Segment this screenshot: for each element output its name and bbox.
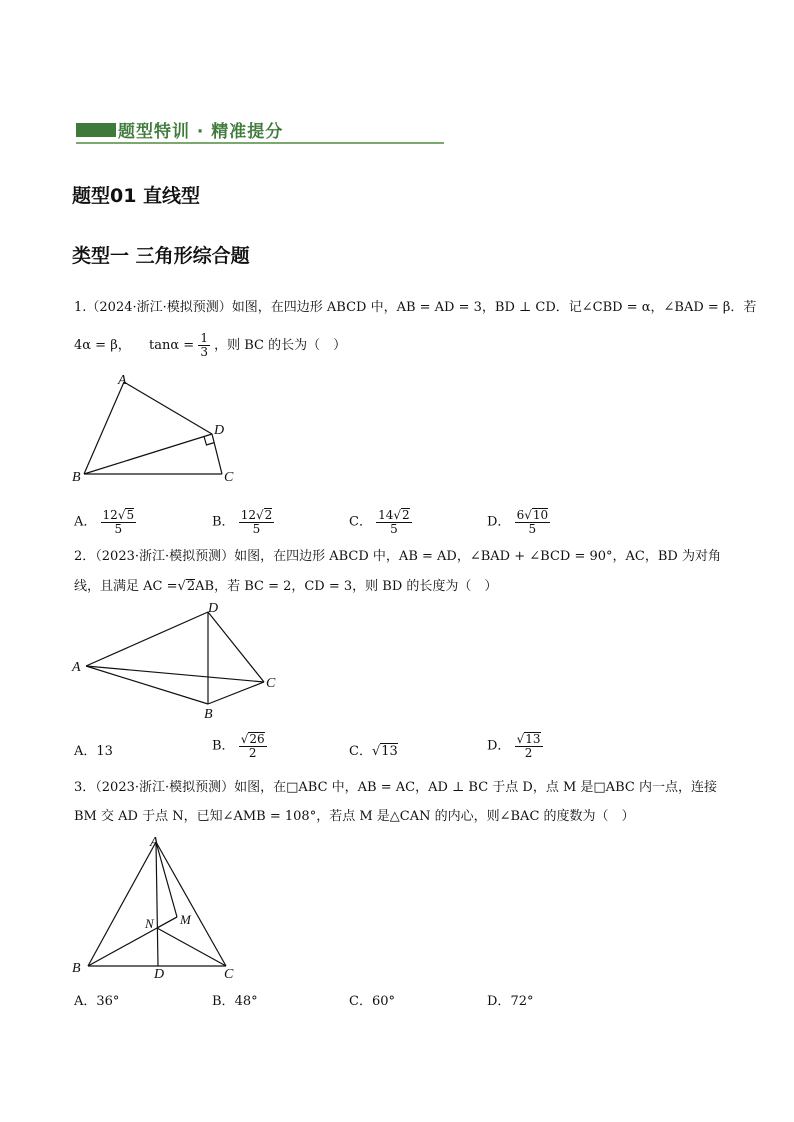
q1-edge-bd [84, 434, 212, 474]
q3-option-a[interactable]: A．36° [74, 994, 120, 1009]
q2-figure [64, 600, 294, 724]
q3-option-b[interactable]: B．48° [212, 994, 258, 1009]
q1-label-a: A [118, 373, 127, 388]
q2-option-c[interactable]: C．√13 [349, 744, 398, 759]
q3-label-a: A [150, 835, 159, 850]
q2-option-a[interactable]: A．13 [74, 744, 113, 759]
q1-stem-line1: 1.（2024·浙江·模拟预测）如图，在四边形 ABCD 中，AB = AD = 3，BD ⊥ CD．记∠CBD = α，∠BAD = β．若 [74, 300, 757, 315]
q2-label-c: C [266, 676, 276, 691]
q3-edge-am [156, 842, 177, 917]
q1-figure [64, 368, 254, 488]
q2-edge-bc [208, 682, 264, 704]
q1-option-a[interactable]: A． $\frac{12√5}{5}$ [74, 508, 135, 537]
q1-edge-ab [84, 382, 124, 474]
heading-category: 类型一 三角形综合题 [72, 245, 250, 267]
q1-option-c[interactable]: C． $\frac{14√2}{5}$ [349, 508, 410, 537]
q3-edge-nm [157, 917, 177, 928]
q3-label-n: N [145, 916, 154, 931]
q1-label-c: C [224, 470, 234, 485]
q2-edge-ad [86, 612, 208, 666]
q3-edge-ad [156, 842, 158, 966]
q3-stem-line2: BM 交 AD 于点 N，已知∠AMB = 108°，若点 M 是△CAN 的内心，则∠BAC 的度数为（ ） [74, 809, 635, 824]
q3-label-c: C [224, 967, 234, 982]
q1-edge-dc [212, 434, 222, 474]
q2-edge-dc [208, 612, 264, 682]
q3-label-b: B [72, 961, 81, 976]
q1-stem-line2 [74, 332, 346, 359]
banner-underline [76, 142, 444, 144]
q1-tan-label: tanα = [149, 338, 195, 354]
q1-label-b: B [72, 470, 81, 485]
q3-figure [64, 832, 254, 982]
q1-tan-fraction: $\frac{1}{3}$ [200, 331, 208, 360]
q1-ask: ，则 BC 的长为（ ） [214, 338, 347, 354]
q2-option-b[interactable]: B． $\frac{√26}{2}$ [212, 732, 265, 761]
banner-bar-decoration [76, 123, 116, 137]
q2-stem-line2: 线，且满足 AC =√2AB，若 BC = 2，CD = 3，则 BD 的长度为（ ） [74, 579, 498, 594]
q3-label-d: D [154, 967, 165, 982]
q3-stem-line1: 3．（2023·浙江·模拟预测）如图，在□ABC 中，AB = AC，AD ⊥ BC 于点 D，点 M 是□ABC 内一点，连接 [74, 780, 717, 795]
q1-option-d[interactable]: D． $\frac{6√10}{5}$ [487, 508, 549, 537]
q3-option-c[interactable]: C．60° [349, 994, 395, 1009]
q2-label-d: D [208, 601, 219, 616]
q1-condition: 4α = β， [74, 338, 131, 354]
q2-label-b: B [204, 707, 213, 722]
q2-option-d[interactable]: D． $\frac{√13}{2}$ [487, 732, 541, 761]
banner-title: 题型特训 · 精准提分 [118, 122, 284, 142]
q3-option-d[interactable]: D．72° [487, 994, 534, 1009]
section-banner [76, 118, 444, 146]
q3-label-m: M [180, 912, 191, 927]
q2-stem-line1: 2．（2023·浙江·模拟预测）如图，在四边形 ABCD 中，AB = AD，∠BAD + ∠BCD = 90°，AC，BD 为对角 [74, 549, 721, 564]
q1-option-b[interactable]: B． $\frac{12√2}{5}$ [212, 508, 273, 537]
q1-edge-ad [124, 382, 212, 434]
q1-label-d: D [214, 423, 225, 438]
heading-topic: 题型01 直线型 [72, 185, 201, 207]
q2-label-a: A [72, 660, 81, 675]
